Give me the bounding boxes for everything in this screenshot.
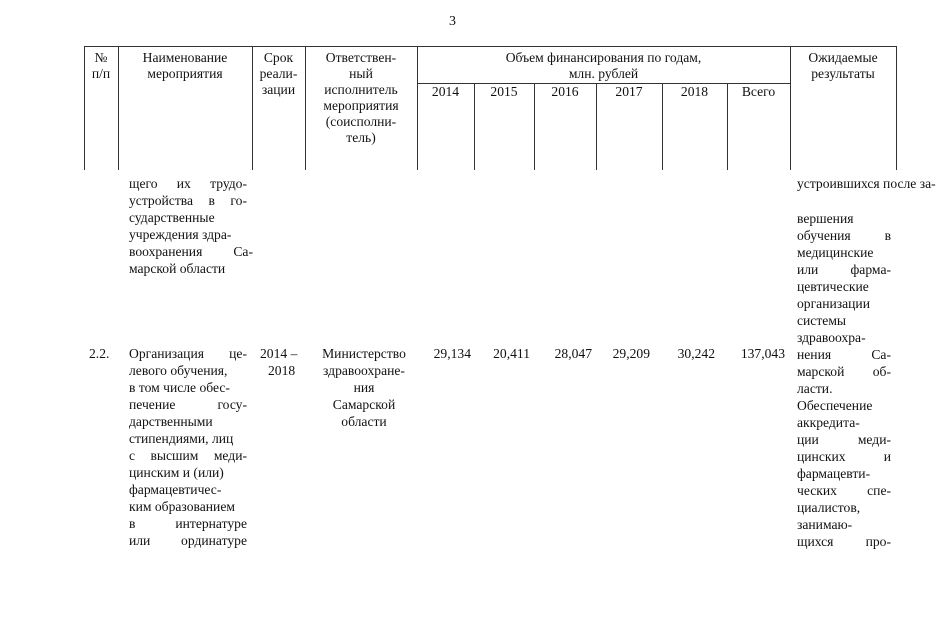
page-number: 3 bbox=[449, 14, 456, 29]
value-2015: 20,411 bbox=[493, 346, 530, 361]
header-col-results: Ожидаемые результаты bbox=[808, 50, 878, 81]
value-2014: 29,134 bbox=[433, 346, 471, 361]
row-number: 2.2. bbox=[89, 346, 110, 361]
value-2018: 30,242 bbox=[677, 346, 715, 361]
header-year-2017: 2017 bbox=[615, 84, 643, 99]
header-year-2016: 2016 bbox=[551, 84, 579, 99]
table-header bbox=[84, 46, 896, 170]
header-col-responsible: Ответствен- ный исполнитель мероприятия (соисполни- тель) bbox=[323, 50, 399, 145]
header-year-2014: 2014 bbox=[431, 84, 460, 99]
value-total: 137,043 bbox=[740, 346, 785, 361]
header-col-term: Срок реали- зации bbox=[259, 50, 298, 97]
header-year-2015: 2015 bbox=[490, 84, 518, 99]
header-col-number: № п/п bbox=[91, 50, 111, 81]
value-2017: 29,209 bbox=[612, 346, 650, 361]
value-2016: 28,047 bbox=[554, 346, 592, 361]
header-year-2018: 2018 bbox=[680, 84, 709, 99]
header-col-funding: Объем финансирования по годам, млн. рублей bbox=[505, 50, 702, 81]
header-year-total: Всего bbox=[741, 84, 776, 99]
header-col-name: Наименование мероприятия bbox=[142, 50, 228, 81]
